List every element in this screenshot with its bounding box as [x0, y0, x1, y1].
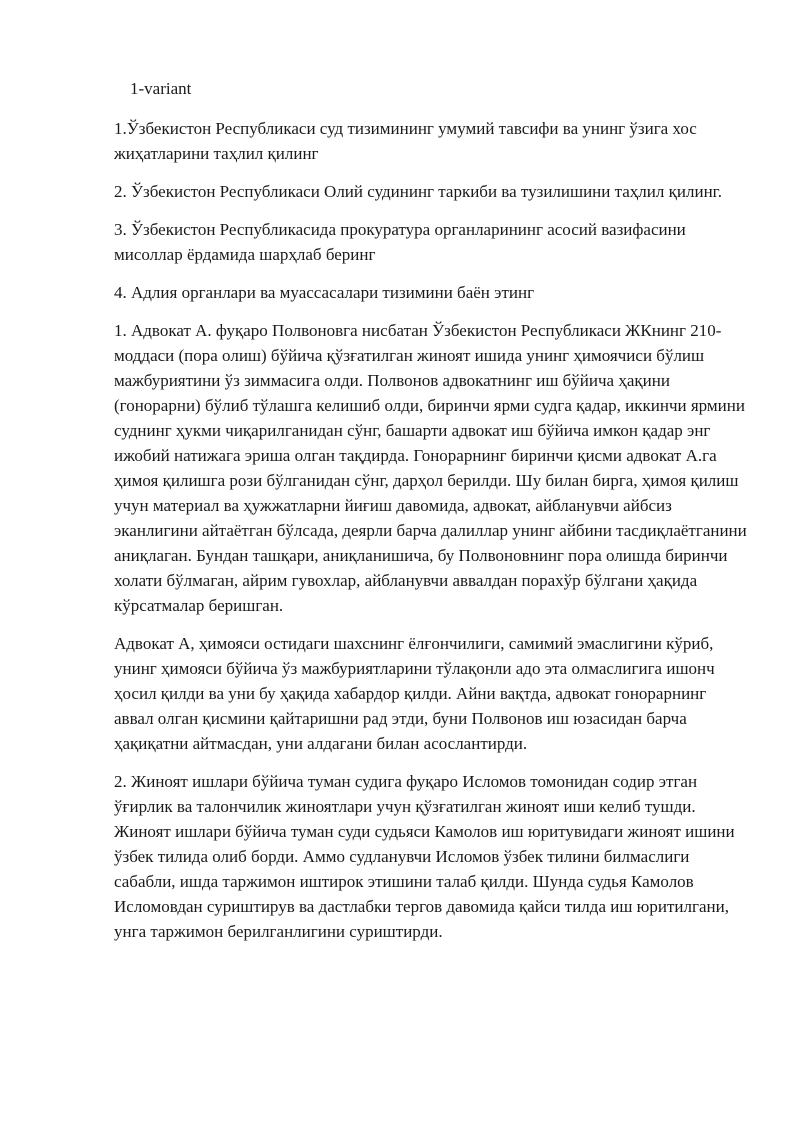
case-2-paragraph: 2. Жиноят ишлари бўйича туман судига фуқаро Исломов томонидан содир этган ўғирлик ва талончилик жиноятлари учун қўзғатилган жиноят иши келиб тушди. Жиноят ишлари бўйича туман суди судьяси Камолов иш юритувидаги жиноят ишини ўзбек тилида олиб борди. Аммо судланувчи Исломов ўзбек тилини билмаслиги сабабли, ишда таржимон иштирок этишини талаб қилди. Шунда судья Камолов Исломовдан суриштирув ва дастлабки тергов давомида қайси тилда иш юритилгани, унга таржимон берилганлигини суриштирди.	[114, 772, 735, 941]
question-3: 3. Ўзбекистон Республикасида прокуратура органларининг асосий вазифасини мисоллар ёрдамида шарҳлаб беринг	[114, 220, 686, 264]
case-1-paragraph-1: 1. Адвокат А. фуқаро Полвоновга нисбатан Ўзбекистон Республикаси ЖКнинг 210-моддаси (пора олиш) бўйича қўзғатилган жиноят ишида унинг ҳимоячиси бўлиш мажбуриятини ўз зиммасига олди. Полвонов адвокатнинг иш бўйича ҳақини (гонорарни) бўлиб тўлашга келишиб олди, биринчи ярми судга қадар, иккинчи ярмини суднинг ҳукми чиқарилганидан сўнг, башарти адвокат иш бўйича имкон қадар энг ижобий натижага эриша олган тақдирда. Гонорарнинг биринчи қисми адвокат А.га ҳимоя қилишга рози бўлганидан сўнг, дарҳол берилди. Шу билан бирга, ҳимоя қилиш учун материал ва ҳужжатларни йиғиш давомида, адвокат, айбланувчи айбсиз эканлигини айтаётган бўлсада, деярли барча далиллар унинг айбини тасдиқлаётганини аниқлаган. Бундан ташқари, аниқланишича, бу Полвоновнинг пора олишда биринчи холати бўлмаган, айрим гувохлар, айбланувчи аввалдан порахўр бўлгани ҳақида кўрсатмалар беришган.	[114, 321, 747, 615]
case-1-paragraph-2: Адвокат А, ҳимояси остидаги шахснинг ёлғончилиги, самимий эмаслигини кўриб, унинг ҳимояси бўйича ўз мажбуриятларини тўлақонли адо эта олмаслигига ишонч ҳосил қилди ва уни бу ҳақида хабардор қилди. Айни вақтда, адвокат гонорарнинг аввал олган қисмини қайтаришни рад этди, буни Полвонов иш юзасидан барча ҳақиқатни айтмасдан, уни алдагани билан асослантирди.	[114, 634, 715, 753]
question-1: 1.Ўзбекистон Республикаси суд тизимининг умумий тавсифи ва унинг ўзига хос жиҳатларини таҳлил қилинг	[114, 119, 697, 163]
variant-label: 1-variant	[130, 79, 192, 98]
question-4: 4. Адлия органлари ва муассасалари тизимини баён этинг	[114, 283, 535, 302]
question-2: 2. Ўзбекистон Республикаси Олий судининг таркиби ва тузилишини таҳлил қилинг.	[114, 182, 722, 201]
document-body	[114, 116, 750, 957]
